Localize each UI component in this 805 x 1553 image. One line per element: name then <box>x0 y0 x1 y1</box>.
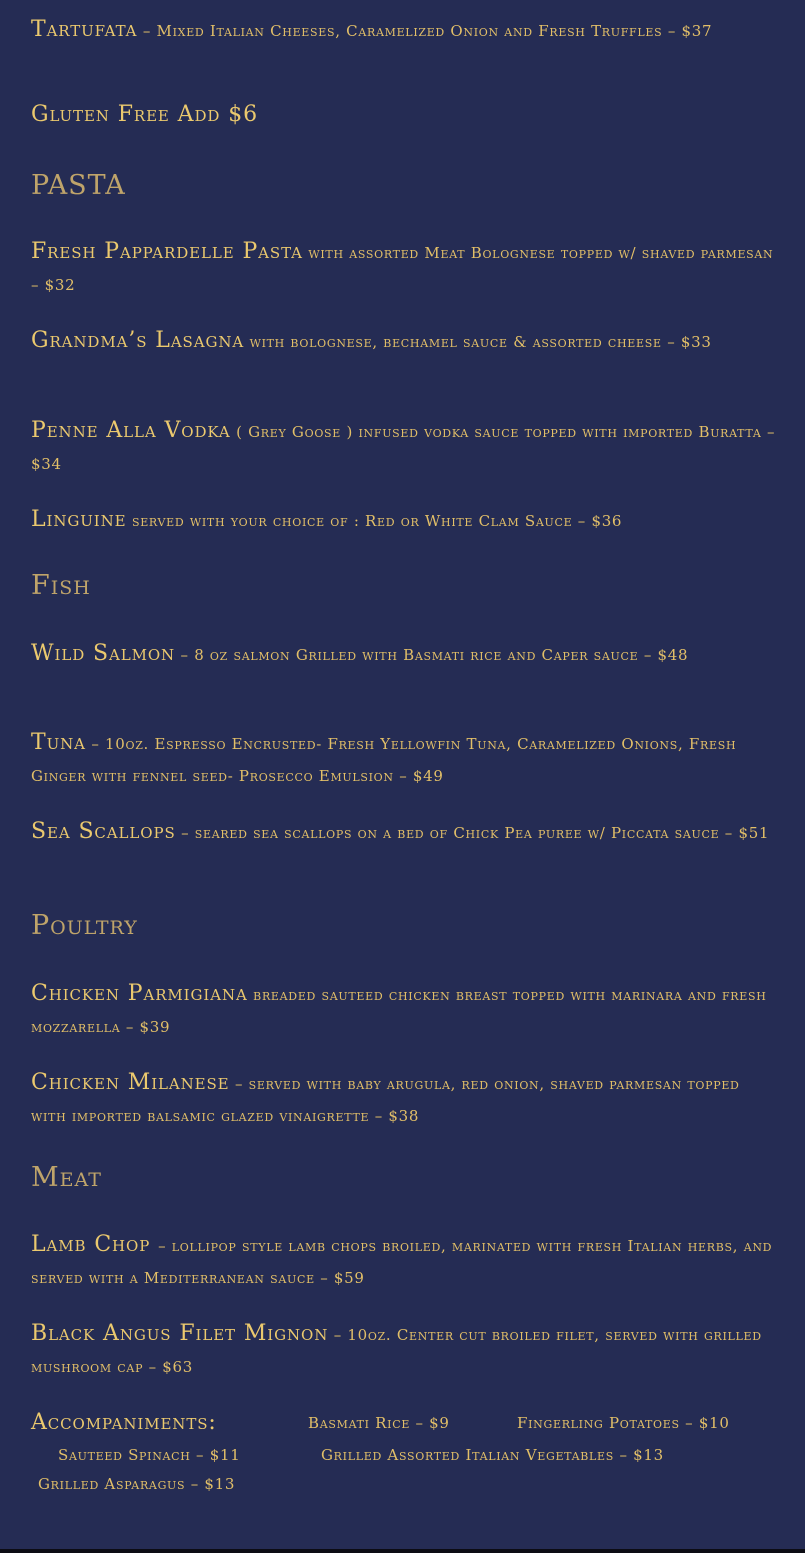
item-description: – 10oz. Espresso Encrusted- Fresh Yellowfin Tuna, Caramelized Onions, Fresh Ginger with fennel seed- Prosecco Emulsion – $49 <box>31 735 737 785</box>
side-basmati-rice: Basmati Rice – $9 <box>308 1414 450 1432</box>
item-name: Black Angus Filet Mignon <box>31 1321 329 1346</box>
item-description: breaded sauteed chicken breast topped with marinara and fresh mozzarella – $39 <box>31 986 767 1036</box>
menu-item-penne-vodka <box>31 415 779 480</box>
side-grilled-asparagus: Grilled Asparagus – $13 <box>38 1475 236 1493</box>
side-fingerling-potatoes: Fingerling Potatoes – $10 <box>517 1414 730 1432</box>
menu-item-filet-mignon <box>31 1318 779 1383</box>
section-heading-meat: Meat <box>31 1162 102 1193</box>
menu-item-chicken-milanese <box>31 1067 779 1132</box>
accompaniments-title: Accompaniments: <box>31 1410 217 1435</box>
side-grilled-vegetables: Grilled Assorted Italian Vegetables – $13 <box>321 1446 664 1464</box>
menu-item-linguine <box>31 504 779 537</box>
menu-item-tuna <box>31 727 779 792</box>
item-description: – lollipop style lamb chops broiled, marinated with fresh Italian herbs, and served with a Mediterranean sauce – $59 <box>31 1237 773 1287</box>
item-description: – 8 oz salmon Grilled with Basmati rice and Caper sauce – $48 <box>175 646 689 664</box>
menu-item-pappardelle <box>31 236 779 301</box>
item-name: Tuna <box>31 730 86 755</box>
item-name: Linguine <box>31 507 127 532</box>
item-name: Fresh Pappardelle Pasta <box>31 239 303 264</box>
side-sauteed-spinach: Sauteed Spinach – $11 <box>58 1446 241 1464</box>
menu-item-lasagna <box>31 325 779 358</box>
menu-item-lamb-chop <box>31 1229 779 1294</box>
item-name: Tartufata <box>31 17 138 42</box>
item-description: with bolognese, bechamel sauce & assorted cheese – $33 <box>244 333 712 351</box>
menu-item-chicken-parmigiana <box>31 978 779 1043</box>
item-name: Chicken Parmigiana <box>31 981 248 1006</box>
item-name: Grandma’s Lasagna <box>31 328 245 353</box>
item-description: – seared sea scallops on a bed of Chick Pea puree w/ Piccata sauce – $51 <box>175 824 770 842</box>
item-description: with assorted Meat Bolognese topped w/ shaved parmesan – $32 <box>31 244 774 294</box>
section-heading-fish: Fish <box>31 570 91 601</box>
menu-item-tartufata <box>31 14 779 47</box>
section-heading-poultry: Poultry <box>31 910 138 941</box>
item-name: Lamb Chop <box>31 1232 159 1257</box>
gluten-free-note: Gluten Free Add $6 <box>31 102 259 127</box>
item-name: Chicken Milanese <box>31 1070 230 1095</box>
bottom-border <box>0 1549 805 1553</box>
menu-item-wild-salmon <box>31 638 779 671</box>
item-description: – Mixed Italian Cheeses, Caramelized Onion and Fresh Truffles – $37 <box>137 22 713 40</box>
item-name: Wild Salmon <box>31 641 176 666</box>
item-description: ( Grey Goose ) infused vodka sauce topped with imported Buratta – $34 <box>31 423 776 473</box>
item-description: – served with baby arugula, red onion, shaved parmesan topped with imported balsamic glazed vinaigrette – $38 <box>31 1075 740 1125</box>
section-heading-pasta: PASTA <box>31 170 126 201</box>
item-name: Sea Scallops <box>31 819 176 844</box>
menu-item-sea-scallops <box>31 816 779 849</box>
item-name: Penne Alla Vodka <box>31 418 231 443</box>
item-description: – 10oz. Center cut broiled filet, served with grilled mushroom cap – $63 <box>31 1326 762 1376</box>
item-description: served with your choice of : Red or White Clam Sauce – $36 <box>126 512 623 530</box>
